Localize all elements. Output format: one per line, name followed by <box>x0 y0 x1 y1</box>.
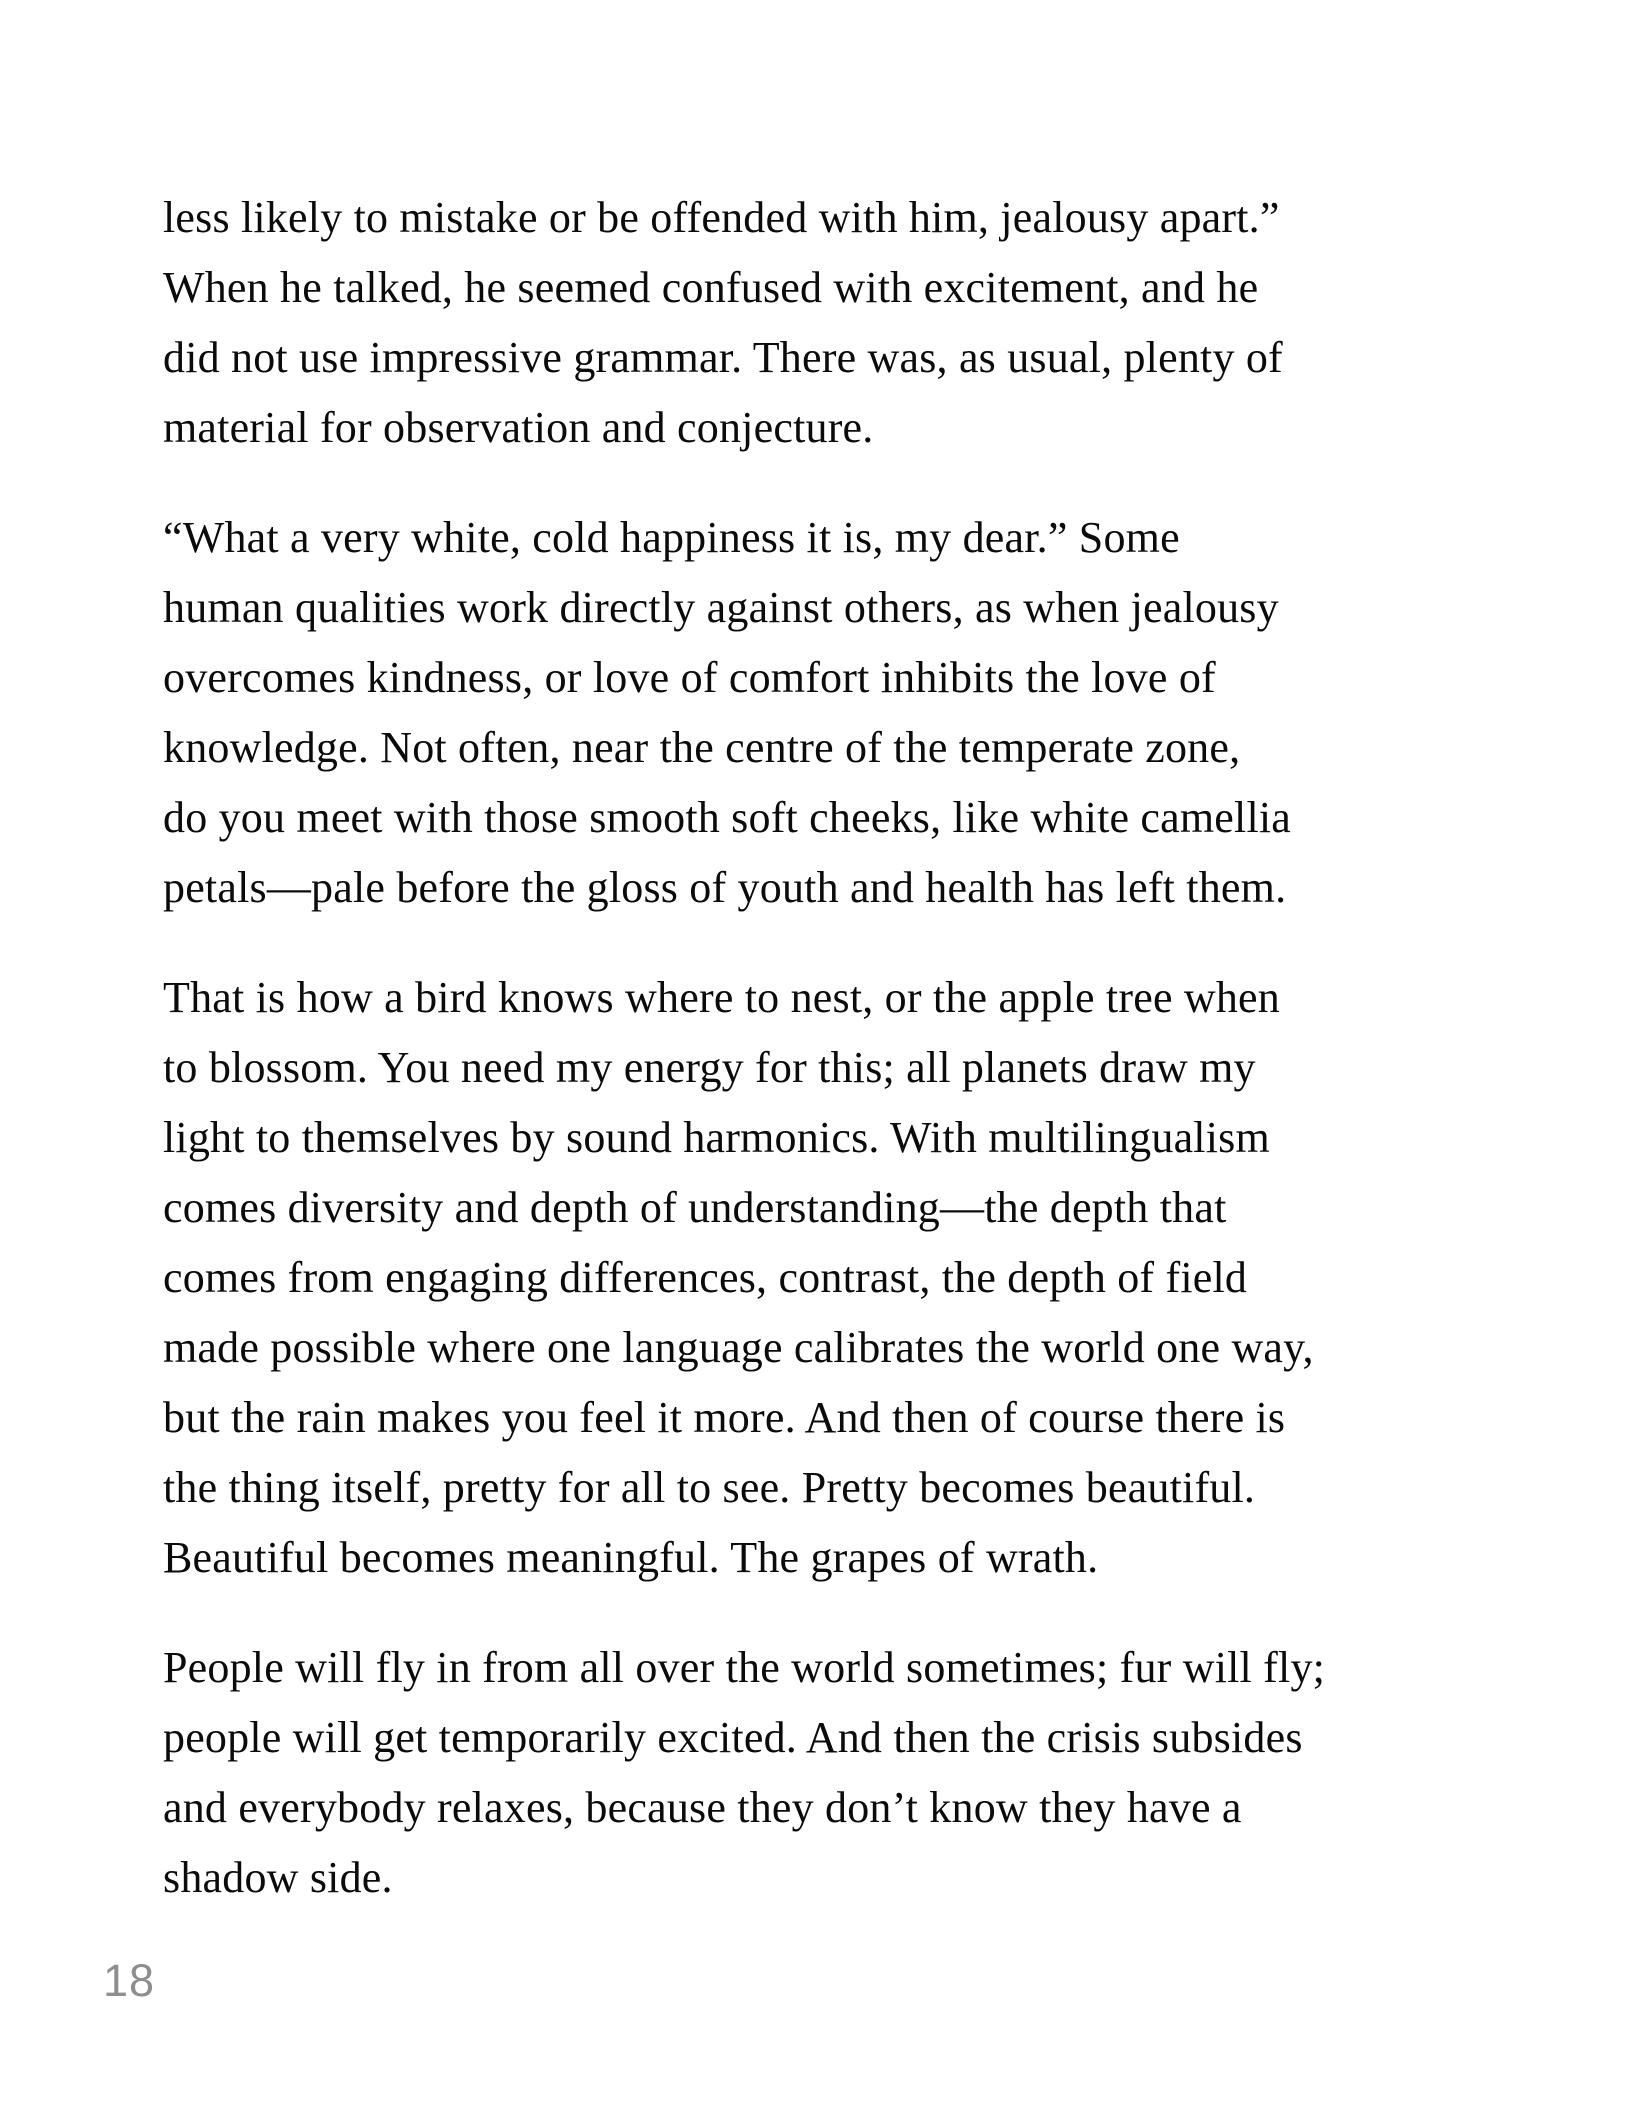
text-line: That is how a bird knows where to nest, or the apple tree when <box>163 973 1280 1022</box>
text-line: Beautiful becomes meaningful. The grapes of wrath. <box>163 1533 1099 1582</box>
text-line: comes diversity and depth of understanding—the depth that <box>163 1183 1227 1232</box>
paragraph <box>163 183 1583 463</box>
page-number: 18 <box>103 1955 156 2006</box>
text-line: human qualities work directly against others, as when jealousy <box>163 583 1279 632</box>
text-line: did not use impressive grammar. There was, as usual, plenty of <box>163 333 1283 382</box>
text-line: People will fly in from all over the world sometimes; fur will fly; <box>163 1643 1326 1692</box>
paragraph <box>163 1633 1583 1913</box>
text-line: less likely to mistake or be offended with him, jealousy apart.” <box>163 193 1280 242</box>
text-line: When he talked, he seemed confused with excitement, and he <box>163 263 1259 312</box>
text-line: but the rain makes you feel it more. And then of course there is <box>163 1393 1286 1442</box>
text-line: and everybody relaxes, because they don’t know they have a <box>163 1783 1242 1832</box>
page-text <box>163 183 1583 1913</box>
text-line: material for observation and conjecture. <box>163 403 874 452</box>
text-line: comes from engaging differences, contrast, the depth of field <box>163 1253 1248 1302</box>
text-line: made possible where one language calibrates the world one way, <box>163 1323 1314 1372</box>
text-line: shadow side. <box>163 1853 393 1902</box>
text-line: people will get temporarily excited. And then the crisis subsides <box>163 1713 1303 1762</box>
text-line: light to themselves by sound harmonics. With multilingualism <box>163 1113 1270 1162</box>
text-line: petals—pale before the gloss of youth and health has left them. <box>163 863 1287 912</box>
text-line: do you meet with those smooth soft cheeks, like white camellia <box>163 793 1292 842</box>
paragraph <box>163 503 1583 923</box>
text-line: knowledge. Not often, near the centre of the temperate zone, <box>163 723 1241 772</box>
paragraph <box>163 963 1583 1593</box>
text-line: the thing itself, pretty for all to see. Pretty becomes beautiful. <box>163 1463 1256 1512</box>
text-line: to blossom. You need my energy for this; all planets draw my <box>163 1043 1256 1092</box>
text-line: overcomes kindness, or love of comfort inhibits the love of <box>163 653 1216 702</box>
text-line: “What a very white, cold happiness it is, my dear.” Some <box>163 513 1180 562</box>
